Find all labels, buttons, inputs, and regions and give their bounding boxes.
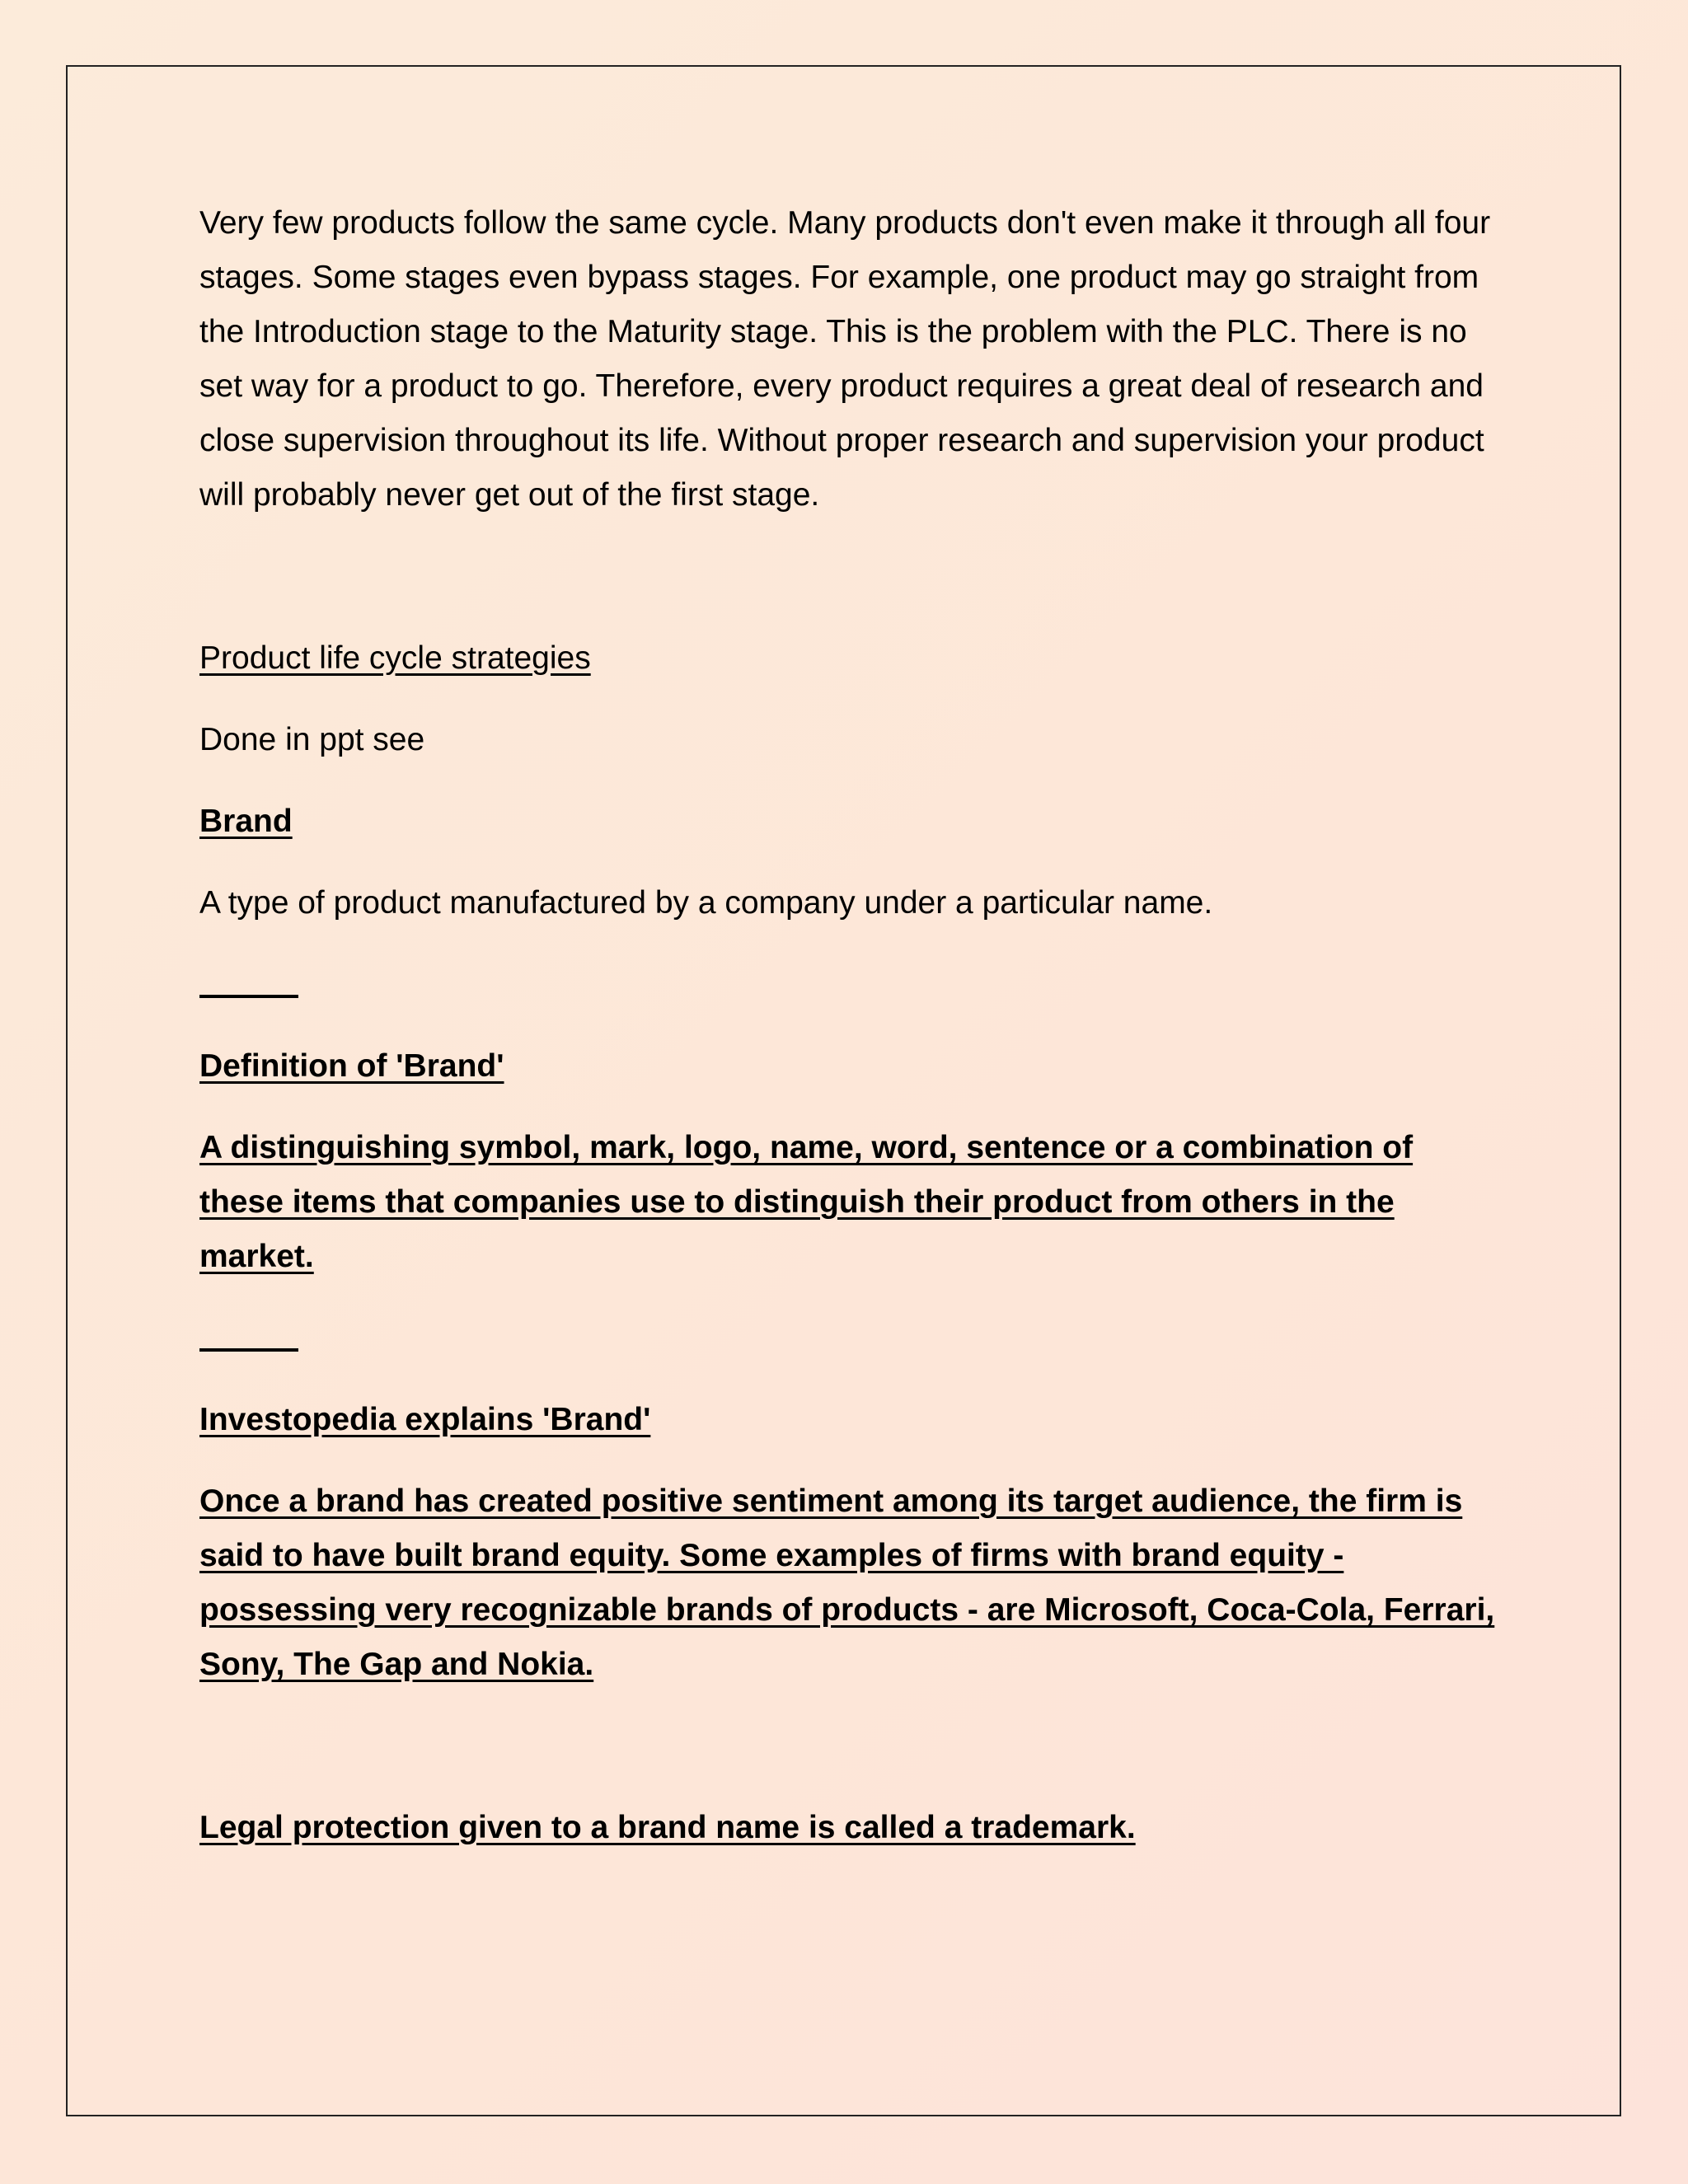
plc-strategies-heading: Product life cycle strategies: [199, 640, 591, 676]
document-body: [199, 196, 1502, 1882]
trademark-text: Legal protection given to a brand name is called a trademark.: [199, 1810, 1136, 1845]
brand-definition: A type of product manufactured by a company under a particular name.: [199, 885, 1213, 921]
plc-strategies-note: Done in ppt see: [199, 722, 425, 757]
separator-rule: [199, 1311, 1502, 1366]
definition-heading: Definition of 'Brand': [199, 1048, 504, 1084]
investopedia-text: Once a brand has created positive sentiment among its target audience, the firm is said to have built brand equity. Some examples of firms with brand equity - possessing very recognizable brands of products - are Microsoft, Coca-Cola, Ferrari, Sony, The Gap and Nokia.: [199, 1483, 1495, 1682]
separator-rule: [199, 958, 1502, 1012]
intro-paragraph: Very few products follow the same cycle. Many products don't even make it through all four stages. Some stages even bypass stages. For example, one product may go straight from the Introduction stage to the Maturity stage. This is the problem with the PLC. There is no set way for a product to go. Therefore, every product requires a great deal of research and close supervision throughout its life. Without proper research and supervision your product will probably never get out of the first stage.: [199, 205, 1491, 513]
investopedia-heading: Investopedia explains 'Brand': [199, 1402, 651, 1437]
brand-heading: Brand: [199, 804, 293, 839]
definition-text: A distinguishing symbol, mark, logo, name, word, sentence or a combination of these items that companies use to distinguish their product from others in the market.: [199, 1130, 1414, 1274]
